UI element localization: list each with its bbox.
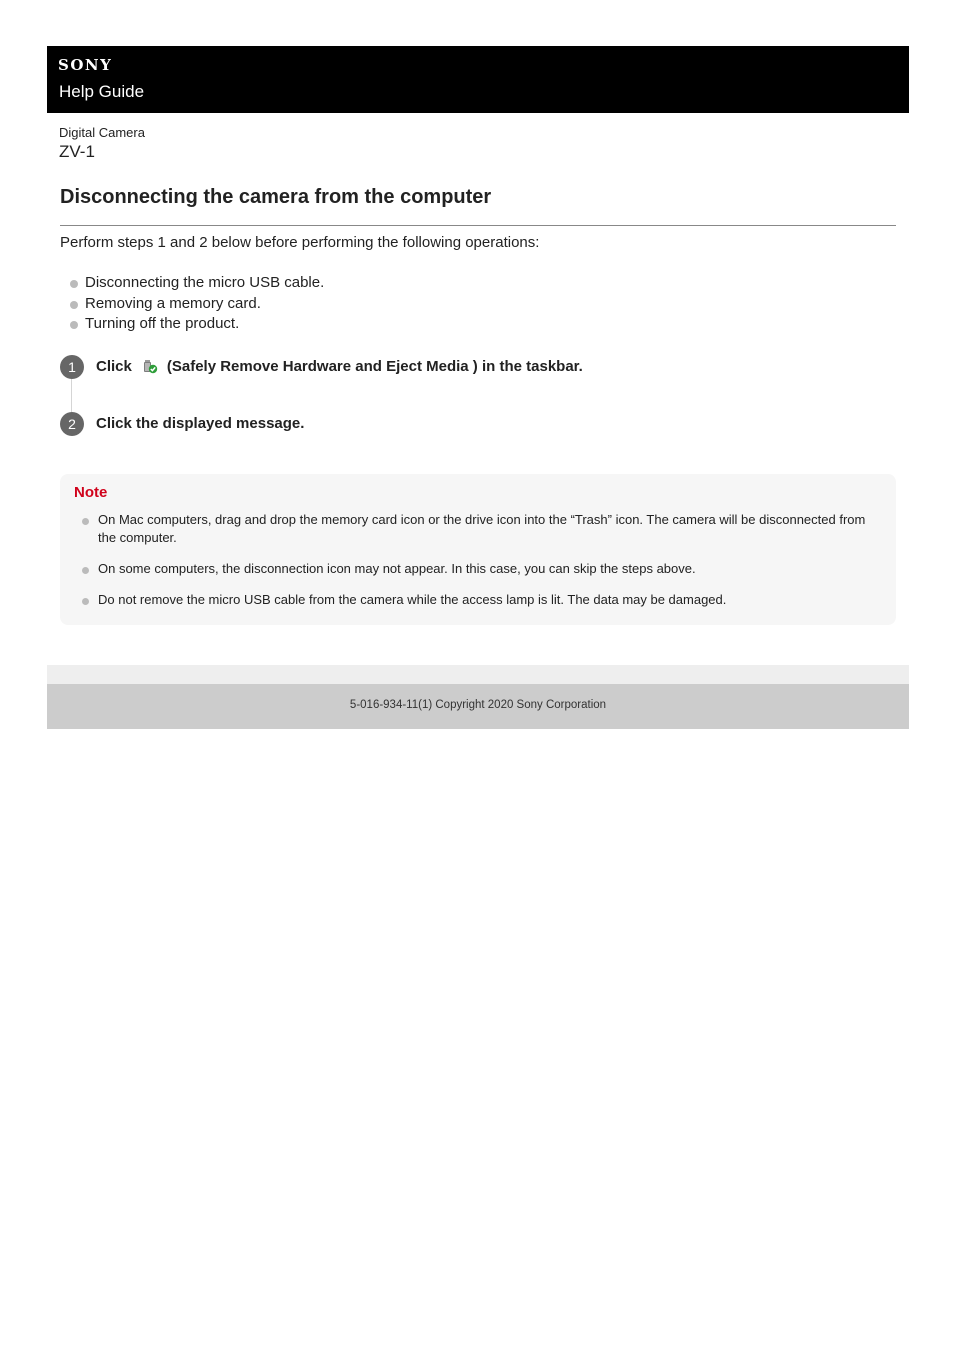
note-item-text: Do not remove the micro USB cable from the camera while the access lamp is lit. The data may be damaged.	[98, 592, 727, 607]
list-item-text: Removing a memory card.	[85, 294, 261, 312]
step-number-badge: 1	[60, 355, 84, 379]
product-category: Digital Camera	[59, 125, 145, 140]
step-2-text: Click the displayed message.	[96, 414, 305, 432]
footer-spacer	[47, 665, 909, 684]
site-header	[47, 46, 909, 113]
step-1-text-after-icon: (Safely Remove Hardware and Eject Media ) in the taskbar.	[166, 357, 583, 375]
bullet-icon	[82, 598, 89, 605]
bullet-icon	[70, 321, 78, 329]
bullet-icon	[82, 567, 89, 574]
title-divider	[60, 225, 896, 226]
list-item	[74, 560, 882, 578]
intro-text: Perform steps 1 and 2 below before performing the following operations:	[60, 234, 540, 251]
procedure-steps	[60, 354, 896, 444]
safely-remove-hardware-icon	[142, 358, 158, 374]
list-item-text: Turning off the product.	[85, 315, 240, 332]
copyright-text: 5-016-934-11(1) Copyright 2020 Sony Corporation	[349, 699, 607, 711]
note-item-text: On Mac computers, drag and drop the memory card icon or the drive icon into the “Trash” icon. The camera will be disconnected from the computer.	[98, 512, 866, 545]
help-guide-title: Help Guide	[59, 82, 145, 101]
note-box	[60, 474, 896, 625]
product-model: ZV-1	[59, 142, 95, 161]
bullet-icon	[82, 518, 89, 525]
note-item-text: On some computers, the disconnection icon may not appear. In this case, you can skip the steps above.	[98, 561, 696, 576]
sony-logo: SONY	[58, 56, 113, 74]
list-item	[60, 294, 324, 315]
bullet-icon	[70, 280, 78, 288]
step-1-text-before-icon: Click	[96, 357, 132, 375]
site-footer	[47, 684, 909, 729]
prerequisite-list	[60, 273, 324, 335]
list-item-text: Disconnecting the micro USB cable.	[85, 274, 325, 291]
step-number-badge: 2	[60, 412, 84, 436]
list-item	[74, 591, 882, 609]
page-title: Disconnecting the camera from the computer	[60, 186, 492, 208]
bullet-icon	[70, 301, 78, 309]
step-1-text	[96, 356, 583, 376]
list-item	[60, 273, 324, 294]
note-list	[74, 511, 882, 622]
note-heading: Note	[74, 484, 108, 501]
list-item	[60, 314, 324, 335]
list-item	[74, 511, 882, 547]
step-connector-line	[71, 378, 72, 414]
